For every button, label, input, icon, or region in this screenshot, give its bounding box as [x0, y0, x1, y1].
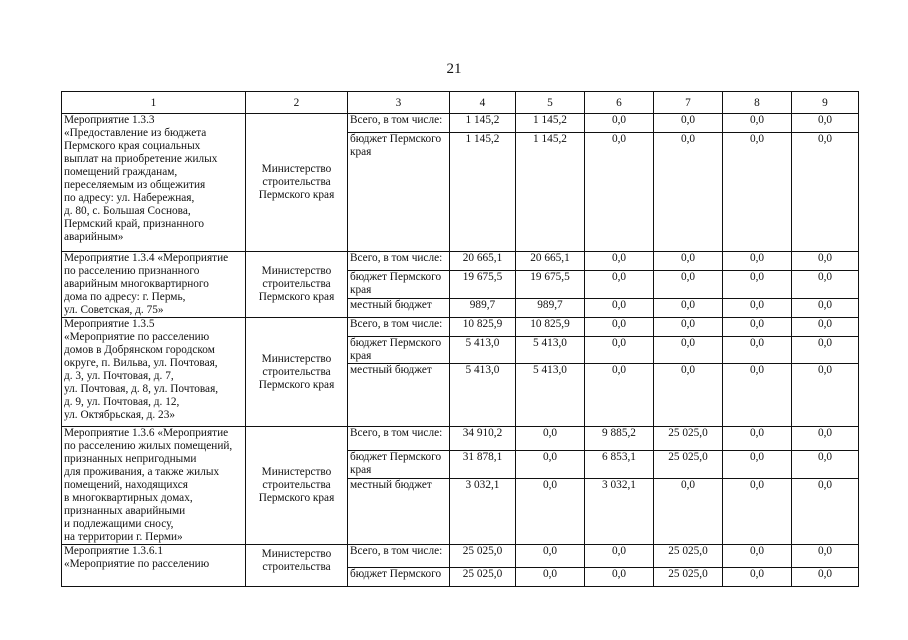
- amount-cell: 34 910,2: [450, 427, 516, 451]
- amount-cell: 19 675,5: [450, 271, 516, 298]
- amount-cell: 20 665,1: [450, 252, 516, 271]
- amount-cell: 9 885,2: [585, 427, 654, 451]
- event-cell: Мероприятие 1.3.6.1 «Мероприятие по расселению: [62, 545, 246, 587]
- amount-cell: 0,0: [723, 133, 792, 252]
- amount-cell: 0,0: [654, 298, 723, 317]
- amount-cell: 0,0: [516, 451, 585, 479]
- column-header: 6: [585, 92, 654, 114]
- amount-cell: 0,0: [723, 568, 792, 587]
- amount-cell: 1 145,2: [516, 133, 585, 252]
- amount-cell: 0,0: [516, 545, 585, 568]
- amount-cell: 0,0: [585, 337, 654, 364]
- amount-cell: 0,0: [723, 252, 792, 271]
- amount-cell: 0,0: [585, 364, 654, 427]
- funding-source-cell: бюджет Пермского края: [348, 133, 450, 252]
- amount-cell: 989,7: [450, 298, 516, 317]
- amount-cell: 0,0: [585, 568, 654, 587]
- amount-cell: 0,0: [723, 337, 792, 364]
- table-row: [62, 318, 859, 337]
- page-number: 21: [446, 61, 462, 77]
- event-cell: Мероприятие 1.3.4 «Мероприятие по расселению признанного аварийным многоквартирного дома по адресу: г. Пермь, ул. Советская, д. 75»: [62, 252, 246, 318]
- column-header: 9: [792, 92, 859, 114]
- header-row: [62, 92, 859, 114]
- amount-cell: 0,0: [792, 114, 859, 133]
- amount-cell: 0,0: [585, 271, 654, 298]
- responsible-cell: Министерство строительства Пермского края: [246, 252, 348, 318]
- amount-cell: 0,0: [723, 271, 792, 298]
- funding-source-cell: бюджет Пермского края: [348, 451, 450, 479]
- funding-source-cell: Всего, в том числе:: [348, 318, 450, 337]
- amount-cell: 5 413,0: [516, 364, 585, 427]
- amount-cell: 20 665,1: [516, 252, 585, 271]
- responsible-cell: Министерство строительства: [246, 545, 348, 587]
- event-cell: Мероприятие 1.3.5 «Мероприятие по расселению домов в Добрянском городском округе, п. Вильва, ул. Почтовая, д. 3, ул. Почтовая, д. 7, ул. Почтовая, д. 8, ул. Почтовая, д. 9, ул. Почтовая, д. 12, ул. Октябрьская, д. 23»: [62, 318, 246, 427]
- funding-source-cell: Всего, в том числе:: [348, 114, 450, 133]
- funding-source-cell: Всего, в том числе:: [348, 252, 450, 271]
- funding-source-cell: местный бюджет: [348, 364, 450, 427]
- event-cell: Мероприятие 1.3.6 «Мероприятие по расселению жилых помещений, признанных непригодными для проживания, а также жилых помещений, находящихся в многоквартирных домах, признанных аварийными и подлежащими сносу, на территории г. Перми»: [62, 427, 246, 545]
- amount-cell: 0,0: [723, 479, 792, 545]
- funding-source-cell: Всего, в том числе:: [348, 427, 450, 451]
- amount-cell: 0,0: [723, 451, 792, 479]
- column-header: 1: [62, 92, 246, 114]
- amount-cell: 0,0: [792, 337, 859, 364]
- funding-source-cell: бюджет Пермского: [348, 568, 450, 587]
- amount-cell: 1 145,2: [516, 114, 585, 133]
- amount-cell: 0,0: [792, 427, 859, 451]
- amount-cell: 19 675,5: [516, 271, 585, 298]
- amount-cell: 0,0: [792, 271, 859, 298]
- amount-cell: 0,0: [792, 479, 859, 545]
- funding-source-cell: бюджет Пермского края: [348, 271, 450, 298]
- funding-source-cell: Всего, в том числе:: [348, 545, 450, 568]
- amount-cell: 25 025,0: [450, 545, 516, 568]
- amount-cell: 1 145,2: [450, 114, 516, 133]
- amount-cell: 0,0: [723, 298, 792, 317]
- amount-cell: 0,0: [792, 364, 859, 427]
- amount-cell: 0,0: [654, 337, 723, 364]
- amount-cell: 0,0: [585, 318, 654, 337]
- column-header: 8: [723, 92, 792, 114]
- amount-cell: 25 025,0: [654, 545, 723, 568]
- amount-cell: 5 413,0: [450, 364, 516, 427]
- amount-cell: 0,0: [723, 545, 792, 568]
- funding-source-cell: бюджет Пермского края: [348, 337, 450, 364]
- amount-cell: 3 032,1: [585, 479, 654, 545]
- funding-source-cell: местный бюджет: [348, 298, 450, 317]
- amount-cell: 0,0: [654, 364, 723, 427]
- table-body: [62, 114, 859, 587]
- amount-cell: 0,0: [792, 451, 859, 479]
- amount-cell: 0,0: [516, 568, 585, 587]
- budget-table: [61, 91, 859, 587]
- amount-cell: 0,0: [654, 114, 723, 133]
- amount-cell: 31 878,1: [450, 451, 516, 479]
- amount-cell: 0,0: [585, 545, 654, 568]
- amount-cell: 0,0: [792, 133, 859, 252]
- column-header: 5: [516, 92, 585, 114]
- amount-cell: 0,0: [723, 427, 792, 451]
- amount-cell: 25 025,0: [654, 568, 723, 587]
- amount-cell: 25 025,0: [654, 451, 723, 479]
- amount-cell: 989,7: [516, 298, 585, 317]
- amount-cell: 0,0: [723, 318, 792, 337]
- amount-cell: 0,0: [654, 252, 723, 271]
- responsible-cell: Министерство строительства Пермского края: [246, 318, 348, 427]
- amount-cell: 0,0: [792, 545, 859, 568]
- funding-source-cell: местный бюджет: [348, 479, 450, 545]
- amount-cell: 10 825,9: [450, 318, 516, 337]
- amount-cell: 0,0: [585, 133, 654, 252]
- table-row: [62, 252, 859, 271]
- column-header: 7: [654, 92, 723, 114]
- amount-cell: 0,0: [792, 318, 859, 337]
- amount-cell: 6 853,1: [585, 451, 654, 479]
- column-header: 3: [348, 92, 450, 114]
- amount-cell: 10 825,9: [516, 318, 585, 337]
- amount-cell: 0,0: [792, 568, 859, 587]
- column-header: 2: [246, 92, 348, 114]
- amount-cell: 0,0: [792, 252, 859, 271]
- amount-cell: 0,0: [585, 114, 654, 133]
- amount-cell: 0,0: [585, 298, 654, 317]
- amount-cell: 1 145,2: [450, 133, 516, 252]
- amount-cell: 25 025,0: [654, 427, 723, 451]
- table-row: [62, 545, 859, 568]
- amount-cell: 0,0: [654, 318, 723, 337]
- amount-cell: 0,0: [654, 479, 723, 545]
- table-row: [62, 427, 859, 451]
- amount-cell: 0,0: [516, 427, 585, 451]
- responsible-cell: Министерство строительства Пермского края: [246, 427, 348, 545]
- amount-cell: 25 025,0: [450, 568, 516, 587]
- event-cell: Мероприятие 1.3.3 «Предоставление из бюджета Пермского края социальных выплат на приобретение жилых помещений гражданам, переселяемым из общежития по адресу: ул. Набережная, д. 80, с. Большая Соснова, Пермский край, признанного аварийным»: [62, 114, 246, 252]
- column-header: 4: [450, 92, 516, 114]
- amount-cell: 0,0: [792, 298, 859, 317]
- table-row: [62, 114, 859, 133]
- amount-cell: 5 413,0: [450, 337, 516, 364]
- amount-cell: 0,0: [585, 252, 654, 271]
- responsible-cell: Министерство строительства Пермского края: [246, 114, 348, 252]
- amount-cell: 0,0: [723, 364, 792, 427]
- amount-cell: 3 032,1: [450, 479, 516, 545]
- amount-cell: 0,0: [516, 479, 585, 545]
- amount-cell: 0,0: [654, 271, 723, 298]
- amount-cell: 0,0: [723, 114, 792, 133]
- amount-cell: 0,0: [654, 133, 723, 252]
- amount-cell: 5 413,0: [516, 337, 585, 364]
